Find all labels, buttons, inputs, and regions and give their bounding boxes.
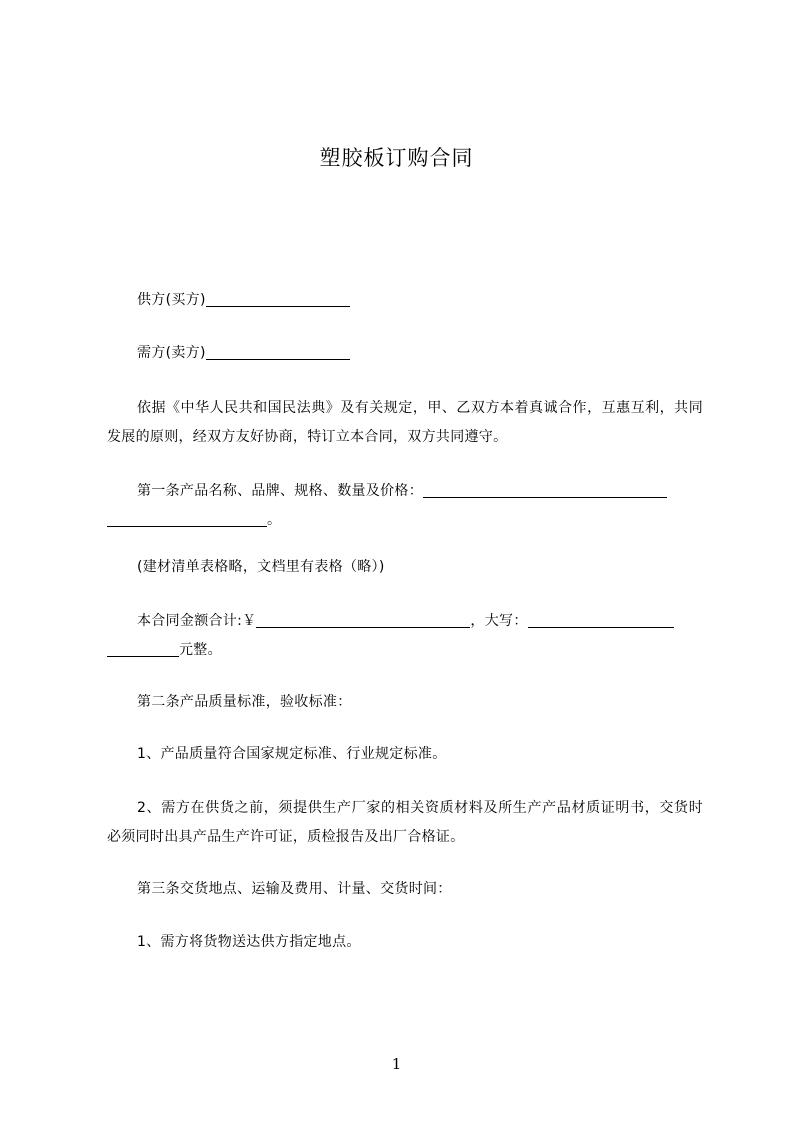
- buyer-blank: [206, 343, 350, 360]
- article-1-line-2: [107, 506, 703, 535]
- article-1-blank-1: [423, 481, 667, 498]
- article-1-end: 。: [267, 512, 282, 528]
- article-1-blank-2: [107, 510, 267, 527]
- total-end: 元整。: [179, 642, 222, 658]
- article-3-item-1: 1、需方将货物送达供方指定地点。: [137, 934, 361, 950]
- document-title: 塑胶板订购合同: [319, 146, 474, 170]
- article-2-heading: 第二条产品质量标准，验收标准：: [137, 694, 352, 710]
- article-2-item-1: 1、产品质量符合国家规定标准、行业规定标准。: [137, 746, 447, 762]
- capital-label: ，大写：: [470, 613, 528, 629]
- supplier-label: 供方(买方): [137, 292, 206, 308]
- materials-note: (建材清单表格略，文档里有表格（略）): [137, 559, 385, 575]
- total-amount-line-1: [107, 607, 703, 636]
- capital-amount-blank-2: [107, 640, 179, 657]
- total-amount: [107, 607, 703, 665]
- buyer-line: [107, 339, 703, 368]
- capital-amount-blank: [528, 611, 674, 628]
- total-label: 本合同金额合计:￥: [137, 613, 257, 629]
- article-1-line-1: [107, 477, 703, 506]
- supplier-line: [107, 286, 703, 315]
- page-number: 1: [391, 1055, 402, 1073]
- intro-paragraph: 依据《中华人民共和国民法典》及有关规定，甲、乙双方本着真诚合作，互惠互利，共同发展的原则，经双方友好协商，特订立本合同，双方共同遵守。: [107, 400, 703, 445]
- article-1: [107, 477, 703, 535]
- article-3-heading: 第三条交货地点、运输及费用、计量、交货时间：: [137, 881, 452, 897]
- buyer-label: 需方(卖方): [137, 345, 206, 361]
- article-2-item-2: 2、需方在供货之前，须提供生产厂家的相关资质材料及所生产产品材质证明书，交货时必须同时出具产品生产许可证，质检报告及出厂合格证。: [107, 800, 703, 845]
- total-amount-line-2: [107, 636, 703, 665]
- total-amount-blank: [256, 611, 470, 628]
- supplier-blank: [206, 290, 350, 307]
- article-1-label: 第一条产品名称、品牌、规格、数量及价格：: [137, 483, 423, 499]
